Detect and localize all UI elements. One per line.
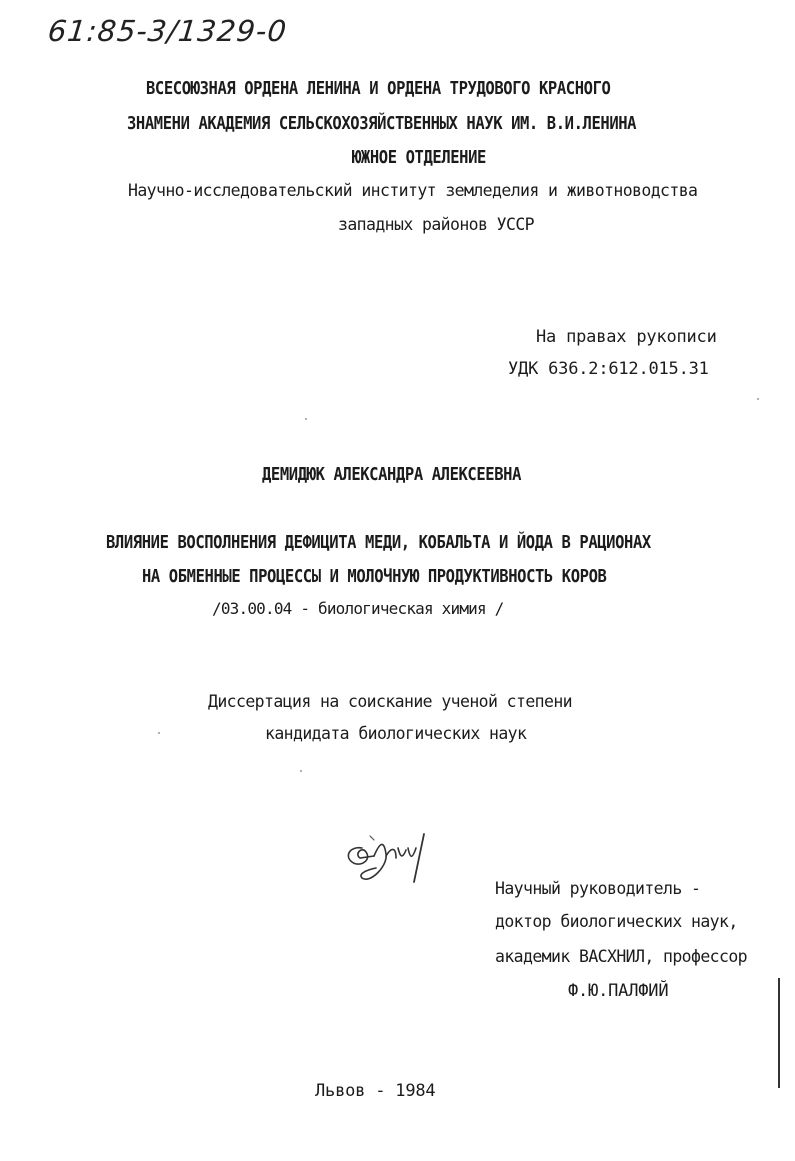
udc-code: УДК 636.2:612.015.31 [508,359,709,379]
title-line-1: ВЛИЯНИЕ ВОСПОЛНЕНИЯ ДЕФИЦИТА МЕДИ, КОБАЛЬТА И ЙОДА В РАЦИОНАХ [106,531,651,553]
scan-speck [757,398,759,400]
scan-speck [158,732,160,734]
margin-scan-line [778,978,780,1088]
manuscript-rights: На правах рукописи [536,327,717,347]
supervisor-line-1: Научный руководитель - [495,879,701,898]
signature [340,826,440,888]
org-line-3: ЮЖНОЕ ОТДЕЛЕНИЕ [352,146,486,168]
institute-line-1: Научно-исследовательский институт земледелия и животноводства [128,181,698,200]
handwritten-catalog-mark: 61:85-3/1329-0 [46,14,289,48]
scan-speck [300,770,302,772]
org-line-1: ВСЕСОЮЗНАЯ ОРДЕНА ЛЕНИНА И ОРДЕНА ТРУДОВОГО КРАСНОГО [146,77,611,99]
specialty-code: /03.00.04 - биологическая химия / [212,599,504,618]
author-name: ДЕМИДЮК АЛЕКСАНДРА АЛЕКСЕЕВНА [262,463,522,485]
dissertation-line-2: кандидата биологических наук [265,724,527,743]
supervisor-line-3: академик ВАСХНИЛ, профессор [495,947,748,966]
supervisor-line-2: доктор биологических наук, [495,912,738,931]
scan-speck [305,418,307,420]
place-and-year: Львов - 1984 [315,1081,436,1101]
title-line-2: НА ОБМЕННЫЕ ПРОЦЕССЫ И МОЛОЧНУЮ ПРОДУКТИВНОСТЬ КОРОВ [142,565,607,587]
supervisor-name: Ф.Ю.ПАЛФИЙ [568,981,669,1001]
dissertation-line-1: Диссертация на соискание ученой степени [208,692,573,711]
org-line-2: ЗНАМЕНИ АКАДЕМИЯ СЕЛЬСКОХОЗЯЙСТВЕННЫХ НАУК ИМ. В.И.ЛЕНИНА [127,112,637,134]
institute-line-2: западных районов УССР [338,215,535,234]
